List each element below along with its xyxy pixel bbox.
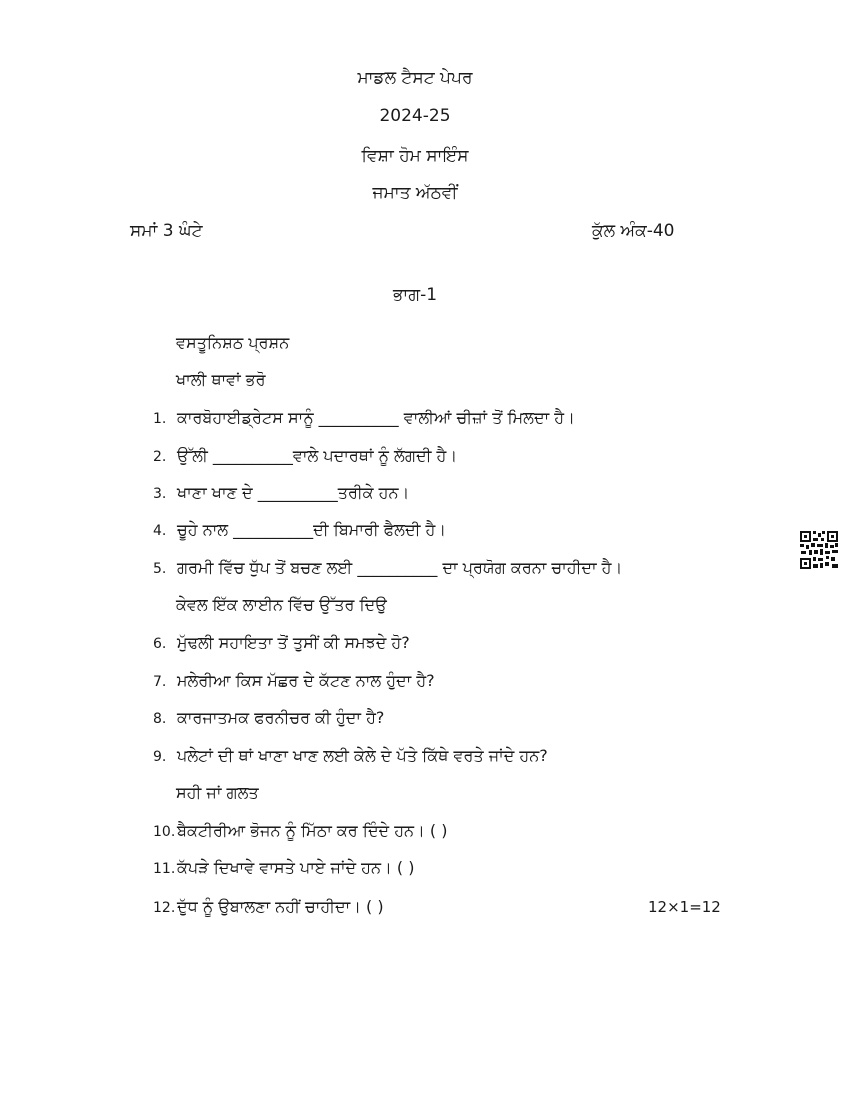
section-true-false: ਸਹੀ ਜਾਂ ਗਲਤ: [176, 783, 259, 802]
question-number: 8.: [153, 711, 167, 727]
class-name: ਜਮਾਤ ਅੱਠਵੀਂ: [372, 183, 458, 203]
question-text: ਉੱਲੀ __________ਵਾਲੇ ਪਦਾਰਥਾਂ ਨੂੰ ਲੱਗਦੀ ਹੈ।: [177, 446, 458, 465]
question-text: ਖਾਣਾ ਖਾਣ ਦੇ __________ਤਰੀਕੇ ਹਨ।: [177, 483, 410, 502]
question: [153, 746, 548, 766]
question-text: ਕਾਰਜਾਤਮਕ ਫਰਨੀਚਰ ਕੀ ਹੁੰਦਾ ਹੈ?: [177, 708, 385, 727]
question-text: ਮਲੇਰੀਆ ਕਿਸ ਮੱਛਰ ਦੇ ਕੱਟਣ ਨਾਲ ਹੁੰਦਾ ਹੈ?: [177, 671, 435, 690]
question-text: ਗਰਮੀ ਵਿੱਚ ਧੁੱਪ ਤੋਂ ਬਚਣ ਲਈ __________ ਦਾ ਪ੍ਰਯੋਗ ਕਰਨਾ ਚਾਹੀਦਾ ਹੈ।: [177, 558, 623, 577]
question-text: ਬੈਕਟੀਰੀਆ ਭੋਜਨ ਨੂੰ ਮਿੱਠਾ ਕਰ ਦਿੰਦੇ ਹਨ। ( ): [177, 821, 448, 840]
question-number: 6.: [153, 636, 167, 652]
section-fill-blanks: ਖਾਲੀ ਥਾਵਾਂ ਭਰੋ: [176, 370, 266, 389]
question: [153, 858, 414, 878]
question: [153, 671, 435, 691]
question-text: ਚੂਹੇ ਨਾਲ __________ਦੀ ਬਿਮਾਰੀ ਫੈਲਦੀ ਹੈ।: [177, 520, 447, 539]
question: [153, 558, 622, 578]
question-number: 7.: [153, 674, 167, 690]
question: [153, 446, 457, 466]
question: [153, 633, 410, 653]
question-text: ਮੁੱਢਲੀ ਸਹਾਇਤਾ ਤੋਂ ਤੁਸੀਂ ਕੀ ਸਮਝਦੇ ਹੋ?: [177, 633, 410, 652]
total-marks: ਕੁੱਲ ਅੰਕ-40: [592, 221, 675, 241]
part-heading: ਭਾਗ-1: [392, 285, 438, 305]
question-number: 5.: [153, 561, 167, 577]
question-number: 4.: [153, 523, 167, 539]
question: [153, 520, 446, 540]
question-number: 1.: [153, 411, 167, 427]
question: [153, 483, 409, 503]
question: [153, 408, 575, 428]
question-text: ਕਾਰਬੋਹਾਈਡ੍ਰੇਟਸ ਸਾਨੂੰ __________ ਵਾਲੀਆਂ ਚੀਜ਼ਾਂ ਤੋਂ ਮਿਲਦਾ ਹੈ।: [177, 408, 575, 427]
question-number: 12.: [153, 900, 176, 916]
question: [153, 708, 384, 728]
qr-code-icon: [799, 530, 839, 570]
marks-note: 12×1=12: [648, 898, 721, 916]
paper-title: ਮਾਡਲ ਟੈਸਟ ਪੇਪਰ: [357, 68, 473, 88]
question-number: 2.: [153, 449, 167, 465]
section-one-line: ਕੇਵਲ ਇੱਕ ਲਾਈਨ ਵਿੱਚ ਉੱਤਰ ਦਿਉ: [176, 595, 387, 614]
question-number: 11.: [153, 861, 176, 877]
question-text: ਪਲੇਟਾਂ ਦੀ ਥਾਂ ਖਾਣਾ ਖਾਣ ਲਈ ਕੇਲੇ ਦੇ ਪੱਤੇ ਕਿੱਥੇ ਵਰਤੇ ਜਾਂਦੇ ਹਨ?: [177, 746, 548, 765]
question-number: 3.: [153, 486, 167, 502]
academic-year: 2024-25: [379, 106, 451, 126]
question: [153, 897, 384, 917]
question-text: ਦੁੱਧ ਨੂੰ ਉਬਾਲਣਾ ਨਹੀਂ ਚਾਹੀਦਾ। ( ): [177, 897, 384, 916]
question-number: 9.: [153, 749, 167, 765]
subject: ਵਿਸ਼ਾ ਹੋਮ ਸਾਇੰਸ: [361, 146, 469, 166]
question-text: ਕੱਪੜੇ ਦਿਖਾਵੇ ਵਾਸਤੇ ਪਾਏ ਜਾਂਦੇ ਹਨ। ( ): [177, 858, 415, 877]
time-allowed: ਸਮਾਂ 3 ਘੰਟੇ: [130, 221, 203, 241]
section-objective: ਵਸਤੂਨਿਸ਼ਠ ਪ੍ਰਸ਼ਨ: [176, 333, 290, 352]
question-number: 10.: [153, 824, 176, 840]
question: [153, 821, 447, 841]
